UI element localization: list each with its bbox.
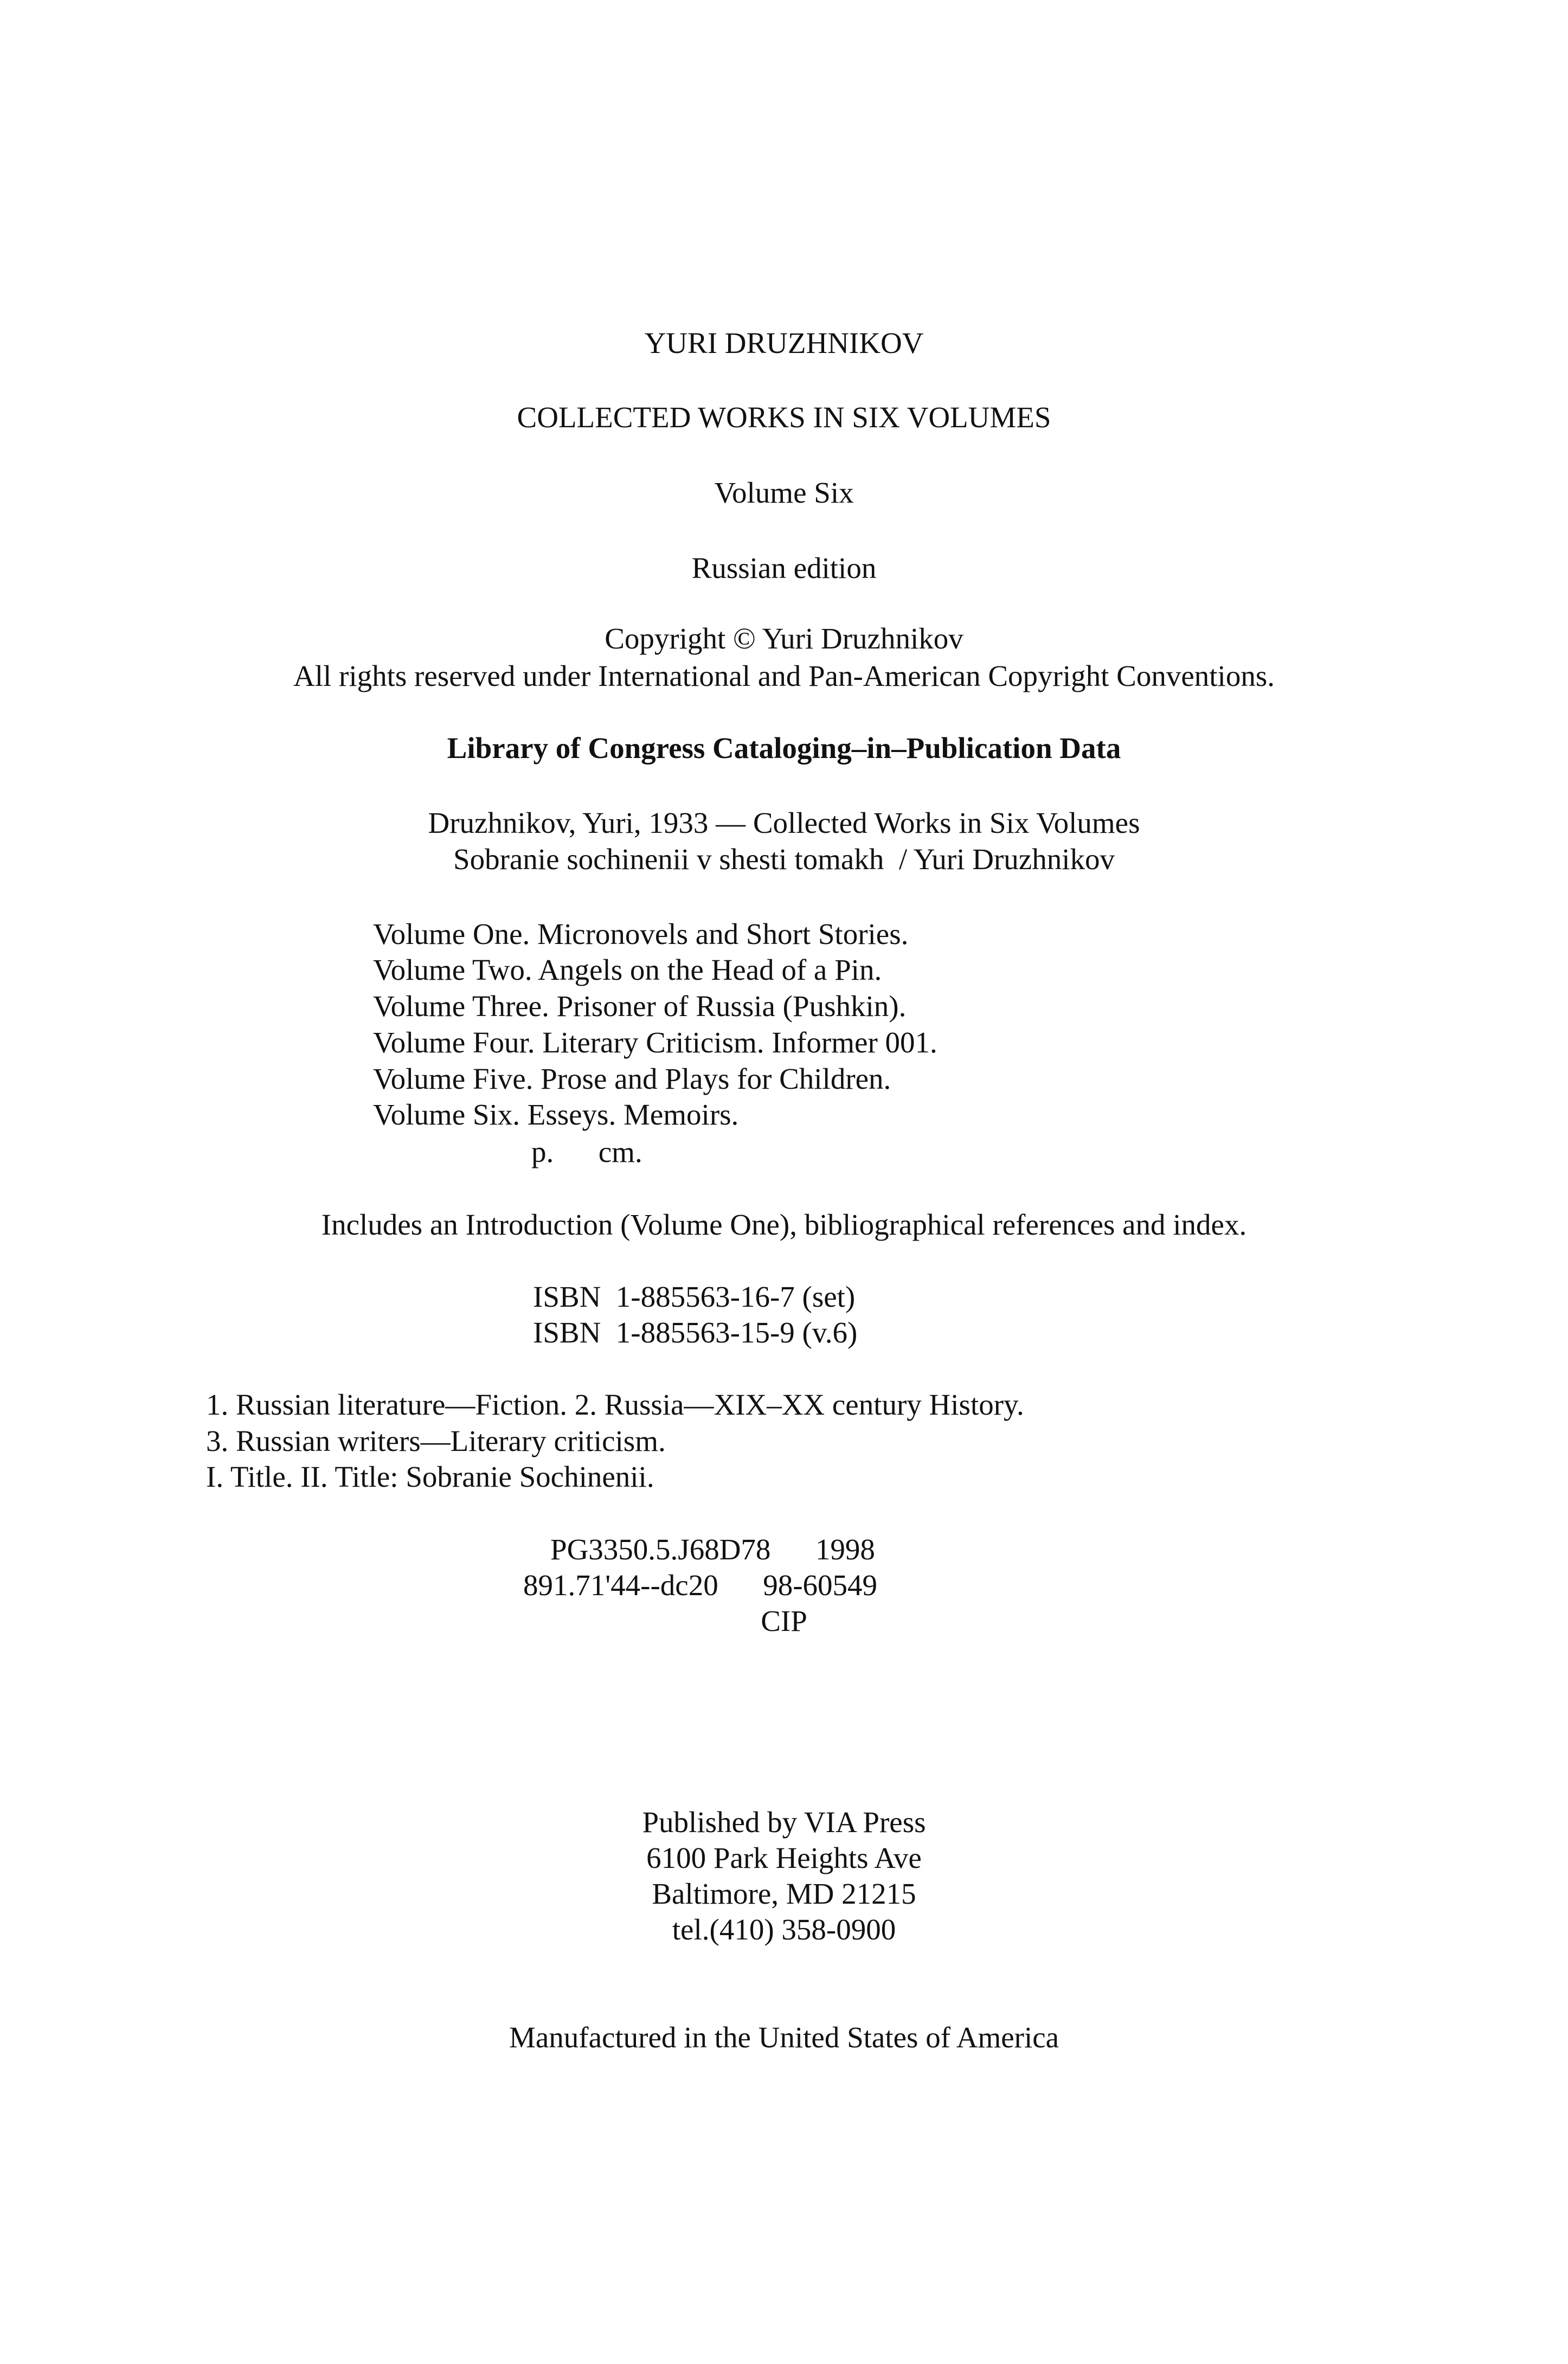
volume-list-item: Volume Five. Prose and Plays for Children. <box>373 1062 891 1095</box>
cip-entry-line: Sobranie sochinenii v shesti tomakh / Yuri Druzhnikov <box>453 843 1115 876</box>
cip-entry-line: Druzhnikov, Yuri, 1933 — Collected Works in Six Volumes <box>428 806 1140 839</box>
copyright-notice: Copyright © Yuri Druzhnikov <box>605 622 963 655</box>
publisher-address: 6100 Park Heights Ave <box>646 1841 922 1874</box>
cip-mark: CIP <box>761 1604 807 1637</box>
publisher-name: Published by VIA Press <box>642 1806 926 1839</box>
subject-line: I. Title. II. Title: Sobranie Sochinenii. <box>206 1460 654 1493</box>
isbn-line: ISBN 1-885563-16-7 (set) <box>533 1280 856 1313</box>
classification-line: PG3350.5.J68D78 1998 <box>550 1533 875 1566</box>
volume-list-item: Volume One. Micronovels and Short Stories. <box>373 917 909 950</box>
cip-heading: Library of Congress Cataloging–in–Publication Data <box>447 731 1121 765</box>
pagination-note: p. cm. <box>531 1135 642 1168</box>
classification-line: 891.71'44--dc20 98-60549 <box>523 1569 878 1602</box>
includes-note: Includes an Introduction (Volume One), bibliographical references and index. <box>321 1208 1247 1241</box>
volume-list-item: Volume Two. Angels on the Head of a Pin. <box>373 953 882 986</box>
series-title: COLLECTED WORKS IN SIX VOLUMES <box>517 401 1051 434</box>
volume-list-item: Volume Six. Esseys. Memoirs. <box>373 1098 739 1131</box>
isbn-line: ISBN 1-885563-15-9 (v.6) <box>533 1316 858 1349</box>
edition-label: Russian edition <box>691 551 877 584</box>
subject-line: 3. Russian writers—Literary criticism. <box>206 1424 666 1457</box>
volume-label: Volume Six <box>714 476 854 509</box>
volume-list-item: Volume Four. Literary Criticism. Informer 001. <box>373 1026 937 1059</box>
publisher-phone: tel.(410) 358-0900 <box>672 1913 896 1946</box>
author-name: YURI DRUZHNIKOV <box>644 326 924 359</box>
volume-list-item: Volume Three. Prisoner of Russia (Pushkin). <box>373 990 907 1023</box>
publisher-city: Baltimore, MD 21215 <box>652 1877 916 1910</box>
rights-statement: All rights reserved under International and Pan-American Copyright Conventions. <box>293 659 1275 692</box>
subject-line: 1. Russian literature—Fiction. 2. Russia—XIX–XX century History. <box>206 1388 1024 1421</box>
manufactured-note: Manufactured in the United States of America <box>509 2021 1059 2054</box>
